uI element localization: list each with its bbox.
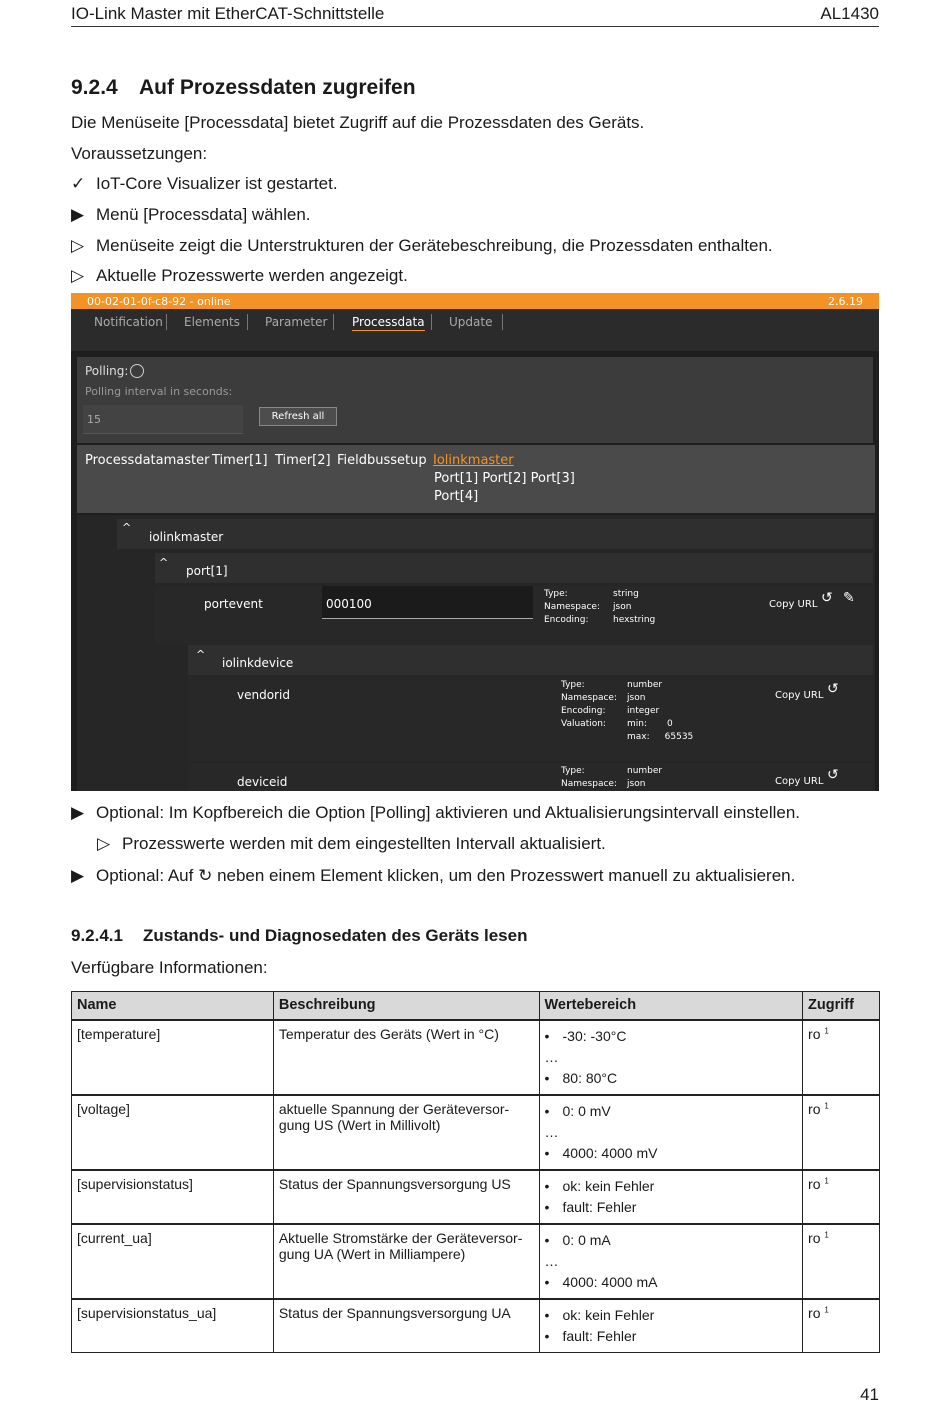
table-row (72, 1095, 880, 1170)
section-heading (71, 76, 416, 100)
portevent-row (155, 586, 873, 644)
element-name: portevent (204, 597, 263, 611)
tab-divider (247, 314, 248, 330)
cell-access: ro $^1$ (803, 1224, 880, 1299)
table-row (72, 1299, 880, 1353)
polling-interval-value: 15 (87, 413, 101, 426)
cell-name: [supervisionstatus] (72, 1170, 274, 1224)
polling-panel (77, 357, 873, 443)
step-item (71, 266, 408, 286)
table-row (72, 1224, 880, 1299)
firmware-version: 2.6.19 (828, 295, 863, 308)
meta-keys: Type: Namespace: Encoding: Valuation: (561, 680, 617, 729)
tab-elements[interactable]: Elements (184, 315, 240, 329)
table-row (72, 1020, 880, 1095)
portevent-value-field[interactable] (322, 586, 533, 619)
refresh-icon[interactable]: ↺ (827, 681, 839, 697)
subsection-title: Zustands- und Diagnosedaten des Geräts lesen (143, 926, 528, 945)
cell-name: [current_ua] (72, 1224, 274, 1299)
element-name: deviceid (237, 775, 288, 789)
menu-iolinkmaster[interactable]: Iolinkmaster (433, 453, 514, 468)
subsection-number: 9.2.4.1 (71, 926, 123, 945)
check-icon: ✓ (71, 174, 86, 193)
cell-description: Aktuelle Stromstärke der Geräteversor-gung UA (Wert in Milliampere) (273, 1224, 539, 1299)
tab-parameter[interactable]: Parameter (265, 315, 328, 329)
running-header-code: AL1430 (820, 4, 879, 23)
cell-access: ro $^1$ (803, 1299, 880, 1353)
step-text: Aktuelle Prozesswerte werden angezeigt. (96, 266, 408, 285)
cell-description: Temperatur des Geräts (Wert in °C) (273, 1020, 539, 1095)
table-header-row (72, 992, 880, 1021)
processdata-tree (77, 515, 875, 791)
meta-keys: Type: Namespace: (561, 766, 617, 789)
column-header: Zugriff (803, 992, 880, 1021)
result-arrow-icon: ▷ (97, 834, 111, 853)
meta-values: number json integer min: 0 max: 65535 (627, 680, 694, 742)
header-rule (71, 26, 879, 27)
device-id: 00-02-01-0f-c8-92 - online (87, 295, 231, 308)
copy-url-link[interactable]: Copy URL (769, 599, 818, 610)
cell-description: aktuelle Spannung der Geräteversor-gung US (Wert in Millivolt) (273, 1095, 539, 1170)
section-number: 9.2.4 (71, 76, 118, 99)
cell-description: Status der Spannungsversorgung UA (273, 1299, 539, 1353)
node-label: port[1] (186, 564, 228, 578)
refresh-icon[interactable]: ↺ (827, 767, 839, 783)
copy-url-link[interactable]: Copy URL (775, 690, 824, 701)
cell-access: ro $^1$ (803, 1020, 880, 1095)
column-header: Wertebereich (539, 992, 803, 1021)
edit-pencil-icon[interactable]: ✎ (843, 590, 855, 606)
action-arrow-icon: ▶ (71, 803, 85, 822)
cell-access: ro $^1$ (803, 1170, 880, 1224)
tree-node-port1[interactable] (155, 553, 873, 583)
cell-description: Status der Spannungsversorgung US (273, 1170, 539, 1224)
collapse-caret-icon[interactable]: ^ (196, 648, 206, 661)
cell-name: [supervisionstatus_ua] (72, 1299, 274, 1353)
tab-processdata[interactable]: Processdata (352, 315, 425, 329)
polling-toggle[interactable] (130, 364, 144, 378)
step-text: Optional: Im Kopfbereich die Option [Polling] aktivieren und Aktualisierungsintervall einstellen. (96, 803, 801, 822)
refresh-icon[interactable]: ↺ (821, 590, 833, 606)
main-nav (71, 309, 879, 351)
cell-range: • 0: 0 mA … • 4000: 4000 mA (539, 1224, 803, 1299)
menu-fieldbussetup[interactable]: Fieldbussetup (337, 453, 427, 468)
running-header-title: IO-Link Master mit EtherCAT-Schnittstelle (71, 4, 385, 23)
action-arrow-icon: ▶ (71, 205, 85, 224)
cell-range: • ok: kein Fehler • fault: Fehler (539, 1170, 803, 1224)
polling-interval-input[interactable] (83, 405, 243, 434)
menu-port4[interactable]: Port[4] (434, 489, 479, 504)
polling-interval-label: Polling interval in seconds: (85, 385, 233, 398)
meta-values: number json (627, 766, 663, 789)
step-item (97, 834, 606, 854)
action-arrow-icon: ▶ (71, 866, 85, 885)
copy-url-link[interactable]: Copy URL (775, 776, 824, 787)
polling-label: Polling: (85, 364, 129, 378)
available-info-label: Verfügbare Informationen: (71, 958, 268, 977)
menu-timer2[interactable]: Timer[2] (275, 453, 331, 468)
step-text: Prozesswerte werden mit dem eingestellten Intervall aktualisiert. (122, 834, 606, 853)
cell-name: [voltage] (72, 1095, 274, 1170)
cell-range: • ok: kein Fehler • fault: Fehler (539, 1299, 803, 1353)
node-label: iolinkmaster (149, 530, 224, 544)
device-status-bar (71, 293, 879, 309)
tab-divider (333, 314, 334, 330)
tree-node-iolinkmaster[interactable] (117, 519, 873, 549)
element-name: vendorid (237, 688, 290, 702)
tab-notification[interactable]: Notification (94, 315, 163, 329)
page-number: 41 (860, 1385, 879, 1404)
collapse-caret-icon[interactable]: ^ (122, 521, 132, 534)
meta-keys: Type: Namespace: Encoding: (544, 589, 600, 625)
refresh-icon: ↻ (198, 866, 213, 885)
cell-name: [temperature] (72, 1020, 274, 1095)
meta-values: string json hexstring (613, 589, 656, 625)
result-arrow-icon: ▷ (71, 236, 85, 255)
processdata-screenshot (71, 293, 879, 791)
step-item (71, 803, 800, 823)
menu-processdatamaster[interactable]: Processdatamaster (85, 453, 210, 468)
step-item (71, 866, 795, 886)
step-text: Menüseite zeigt die Unterstrukturen der Gerätebeschreibung, die Prozessdaten enthalten. (96, 236, 773, 255)
column-header: Name (72, 992, 274, 1021)
step-text: neben einem Element klicken, um den Prozesswert manuell zu aktualisieren. (217, 866, 796, 885)
step-item (71, 174, 338, 194)
cell-range: • 0: 0 mV … • 4000: 4000 mV (539, 1095, 803, 1170)
step-item (71, 236, 773, 256)
prerequisites-label: Voraussetzungen: (71, 144, 208, 163)
node-label: iolinkdevice (222, 656, 294, 670)
tree-node-iolinkdevice[interactable] (188, 645, 873, 675)
tab-divider (166, 314, 167, 330)
tab-update[interactable]: Update (449, 315, 493, 329)
tab-divider (431, 314, 432, 330)
table-row (72, 1170, 880, 1224)
section-title: Auf Prozessdaten zugreifen (139, 76, 416, 99)
menu-timer1[interactable]: Timer[1] (212, 453, 268, 468)
refresh-all-button[interactable]: Refresh all (259, 407, 337, 426)
menu-ports[interactable]: Port[1] Port[2] Port[3] (434, 471, 575, 486)
diagnostics-table (71, 991, 880, 1353)
vendorid-row (188, 677, 873, 761)
column-header: Beschreibung (273, 992, 539, 1021)
step-item (71, 205, 311, 225)
deviceid-row (188, 763, 873, 791)
result-arrow-icon: ▷ (71, 266, 85, 285)
intro-text: Die Menüseite [Processdata] bietet Zugriff auf die Prozessdaten des Geräts. (71, 113, 645, 132)
structure-menu (77, 445, 875, 513)
step-text: IoT-Core Visualizer ist gestartet. (96, 174, 338, 193)
collapse-caret-icon[interactable]: ^ (159, 556, 169, 569)
cell-access: ro $^1$ (803, 1095, 880, 1170)
tab-divider (502, 314, 503, 330)
portevent-value: 000100 (326, 597, 372, 611)
step-text: Optional: Auf (96, 866, 194, 885)
step-text: Menü [Processdata] wählen. (96, 205, 311, 224)
cell-range: • -30: -30°C … • 80: 80°C (539, 1020, 803, 1095)
subsection-heading (71, 926, 527, 946)
